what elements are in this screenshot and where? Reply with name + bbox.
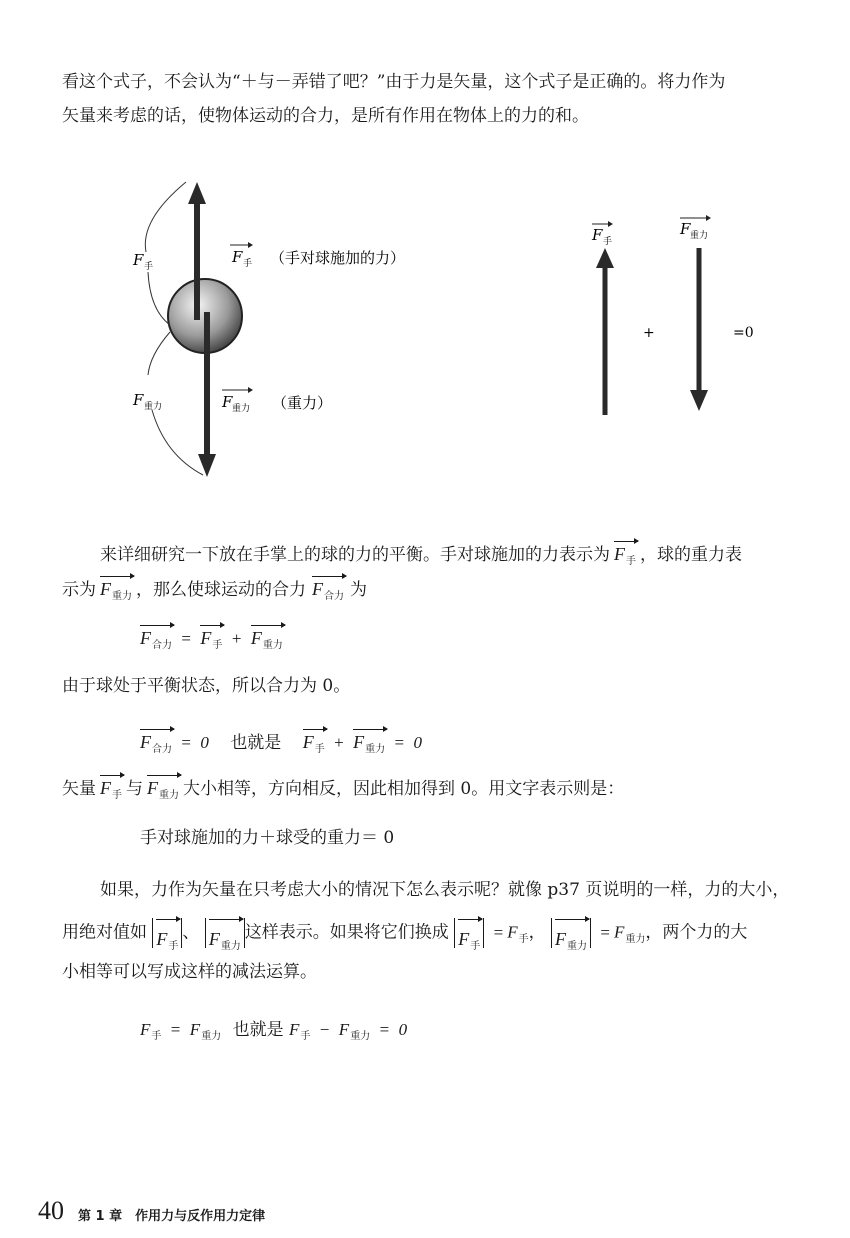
chapter-title: 第 1 章 作用力与反作用力定律 (78, 1209, 266, 1224)
hand-force-arrowhead (188, 182, 206, 204)
vector-label-f-gravity: F (222, 393, 233, 411)
force-diagram (0, 170, 850, 500)
svg-text:重力: 重力 (690, 231, 709, 241)
intro-line-1: 看这个式子，不会认为“＋与－弄错了吧？”由于力是矢量，这个式子是正确的。将力作为 (62, 72, 726, 92)
caption-hand: （手对球施加的力） (270, 249, 406, 267)
sum-equals-zero: =0 (733, 325, 754, 341)
caption-gravity: （重力） (272, 394, 333, 412)
para4-line-3: 小相等可以写成这样的减法运算。 (62, 962, 317, 982)
equation-words: 手对球施加的力＋球受的重力＝ 0 (140, 828, 395, 848)
sum-label-f-hand: F (592, 226, 603, 244)
para1-line-2: 示为 $F_{重力}$ ，那么使球运动的合力 $F_{合力}$ 为 (62, 575, 367, 603)
intro-line-2: 矢量来考虑的话，使物体运动的合力，是所有作用在物体上的力的和。 (62, 106, 589, 126)
svg-text:手: 手 (603, 237, 613, 247)
leader-label-f-hand: F (133, 251, 144, 269)
equation-net-force: $F_{合力} = F_手 + F_{重力}$ (140, 624, 283, 652)
equation-magnitudes: $F_手 = F_{重力}$ 也就是 $F_手 - F_{重力} = 0$ (140, 1020, 408, 1042)
sum-label-f-gravity: F (680, 220, 691, 238)
para2: 由于球处于平衡状态，所以合力为 0。 (62, 676, 351, 696)
vector-label-f-hand: F (232, 248, 243, 266)
svg-text:重力: 重力 (232, 404, 251, 414)
para3: 矢量 $F_手$ 与 $F_{重力}$ 大小相等，方向相反，因此相加得到 0。用文字表示则是： (62, 774, 624, 802)
equation-equilibrium: $F_{合力} = 0$ 也就是 $F_手 + F_{重力} = 0$ (140, 728, 422, 756)
sum-plus: + (643, 325, 655, 341)
page-number: 40 (38, 1196, 64, 1225)
svg-text:手: 手 (144, 262, 154, 272)
para4-line-1: 如果，力作为矢量在只考虑大小的情况下怎么表示呢？就像 p37 页说明的一样，力的大小， (100, 880, 790, 900)
para4-line-2: 用绝对值如 $F_手$、 $F_{重力}$这样表示。如果将它们换成 $F_手 = F_手$， $F_{重力} = F_{重力}$，两个力的大 (62, 918, 747, 948)
para1-line-1: 来详细研究一下放在手掌上的球的力的平衡。手对球施加的力表示为 $F_手$ ，球的重力表 (100, 540, 742, 568)
leader-label-f-gravity: F (133, 391, 144, 409)
svg-text:手: 手 (243, 259, 253, 269)
svg-text:重力: 重力 (144, 402, 163, 412)
